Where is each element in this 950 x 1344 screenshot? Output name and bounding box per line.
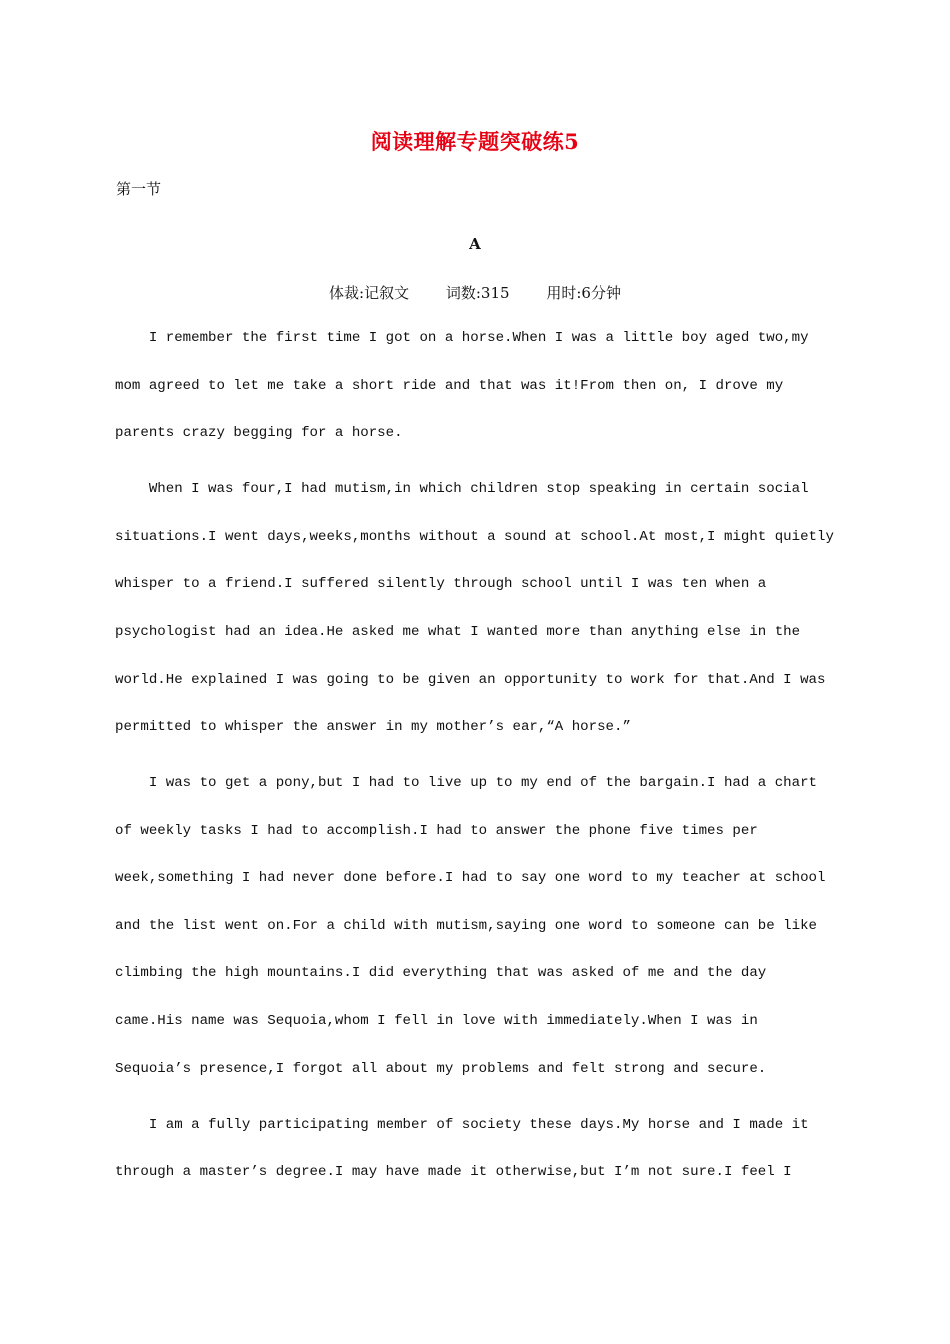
text-line: week,something I had never done before.I had to say one word to my teacher at school: [115, 870, 826, 886]
text-line: and the list went on.For a child with mutism,saying one word to someone can be like: [115, 918, 817, 934]
document-title: 阅读理解专题突破练5: [370, 129, 580, 154]
text-line: mom agreed to let me take a short ride and that was it!From then on, I drove my: [115, 378, 784, 394]
section-heading: 第一节: [116, 180, 162, 198]
text-line: of weekly tasks I had to accomplish.I had to answer the phone five times per: [115, 823, 758, 839]
passage-meta: [0, 282, 950, 303]
text-line: I am a fully participating member of society these days.My horse and I made it: [115, 1117, 809, 1133]
text-line: whisper to a friend.I suffered silently through school until I was ten when a: [115, 576, 767, 592]
meta-genre: 体裁:记叙文: [329, 284, 410, 302]
text-line: I was to get a pony,but I had to live up to my end of the bargain.I had a chart: [115, 775, 817, 791]
text-line: climbing the high mountains.I did everything that was asked of me and the day: [115, 965, 767, 981]
passage-label: A: [469, 235, 481, 253]
text-line: When I was four,I had mutism,in which children stop speaking in certain social: [115, 481, 809, 497]
text-line: situations.I went days,weeks,months without a sound at school.At most,I might quietly: [115, 529, 834, 545]
meta-time: 用时:6分钟: [546, 284, 621, 302]
text-line: parents crazy begging for a horse.: [115, 425, 403, 441]
text-line: permitted to whisper the answer in my mother’s ear,“A horse.”: [115, 719, 631, 735]
text-line: through a master’s degree.I may have made it otherwise,but I’m not sure.I feel I: [115, 1164, 792, 1180]
meta-word-count: 词数:315: [445, 284, 510, 302]
text-line: came.His name was Sequoia,whom I fell in love with immediately.When I was in: [115, 1013, 758, 1029]
text-line: world.He explained I was going to be given an opportunity to work for that.And I was: [115, 672, 826, 688]
text-line: psychologist had an idea.He asked me what I wanted more than anything else in the: [115, 624, 801, 640]
text-line: I remember the first time I got on a horse.When I was a little boy aged two,my: [115, 330, 809, 346]
text-line: Sequoia’s presence,I forgot all about my problems and felt strong and secure.: [115, 1061, 767, 1077]
